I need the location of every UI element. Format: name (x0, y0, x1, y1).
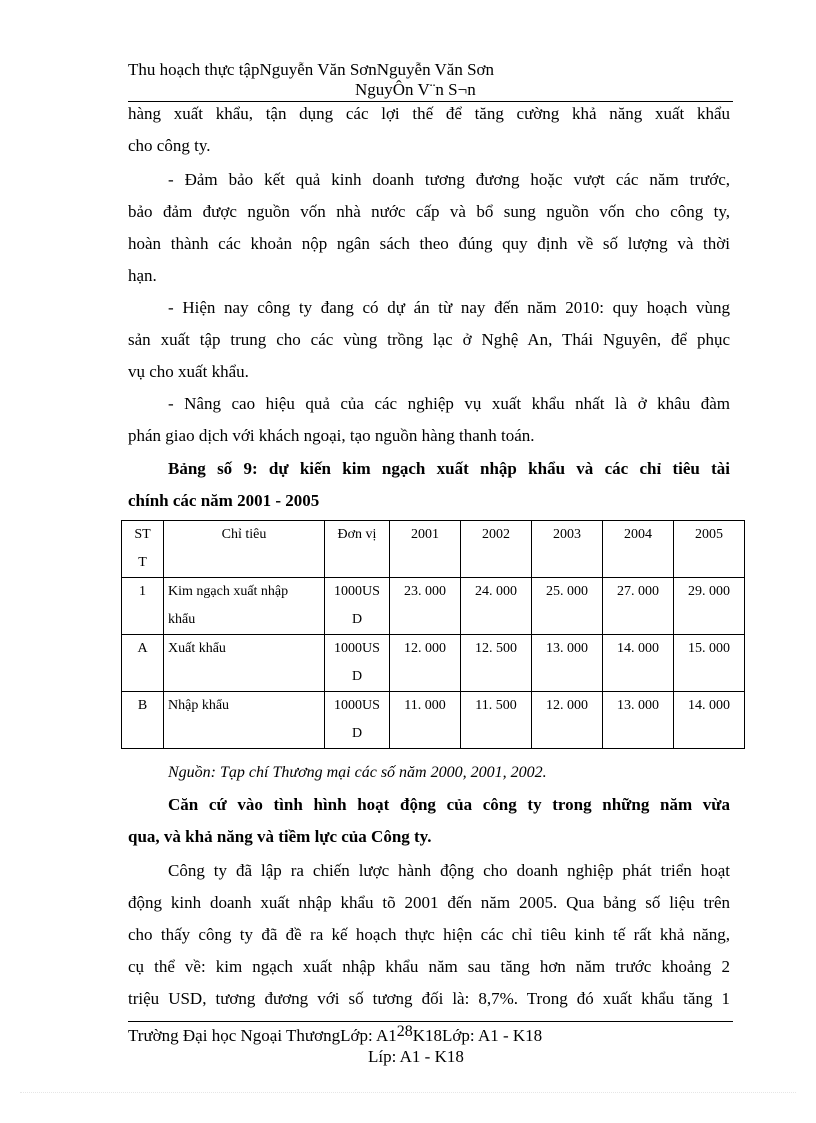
text-line: - Nâng cao hiệu quả của các nghiệp vụ xuất khẩu nhất là ở khâu đàm (168, 394, 730, 413)
table-cell: B (122, 692, 164, 749)
table-cell: 24. 000 (461, 578, 532, 635)
header-cell (461, 521, 532, 578)
text-line: động kinh doanh xuất nhập khẩu tõ 2001 đến năm 2005. Qua bảng số liệu trên (128, 893, 730, 912)
table-cell: A (122, 635, 164, 692)
paragraph-6 (128, 855, 730, 1015)
table-row (122, 692, 745, 749)
header-text: 2002 (482, 527, 510, 542)
table-cell: 15. 000 (674, 635, 745, 692)
header-text: 2005 (695, 527, 723, 542)
header-text: 2003 (553, 527, 581, 542)
header-line-1: Thu hoạch thực tậpNguyễn Văn SơnNguyễn Văn Sơn (128, 60, 495, 79)
header-text: 2004 (624, 527, 652, 542)
header-cell (674, 521, 745, 578)
paragraph-4 (128, 388, 730, 452)
text-line: Công ty đã lập ra chiến lược hành động cho doanh nghiệp phát triển hoạt (168, 861, 730, 880)
table-cell: 12. 000 (390, 635, 461, 692)
table-title (128, 453, 730, 517)
text-line: hàng xuất khẩu, tận dụng các lợi thế để tăng cường khả năng xuất khẩu (128, 104, 730, 123)
table-cell: 12. 000 (532, 692, 603, 749)
header-text: Chỉ tiêu (221, 527, 267, 542)
text-line: - Đảm bảo kết quả kinh doanh tương đương hoặc vượt các năm trước, (168, 170, 730, 189)
header-cell (603, 521, 674, 578)
text-line: sản xuất tập trung cho các vùng trồng lạc ở Nghệ An, Thái Nguyên, để phục (128, 330, 730, 349)
table-cell (325, 578, 390, 635)
table-cell: 12. 500 (461, 635, 532, 692)
text-line: phán giao dịch với khách ngoại, tạo nguồn hàng thanh toán. (128, 426, 535, 445)
table-cell (325, 635, 390, 692)
footer-line-1 (128, 1023, 543, 1047)
text-line: cụ thể về: kim ngạch xuất nhập khẩu năm sau tăng hơn năm trước khoảng 2 (128, 957, 730, 976)
table-cell: 13. 000 (603, 692, 674, 749)
paragraph-2 (128, 164, 730, 292)
text-line: Căn cứ vào tình hình hoạt động của công ty trong những năm vừa (168, 795, 730, 814)
header-cell (164, 521, 325, 578)
table-cell: Nhập khẩu (164, 692, 325, 749)
header-cell (122, 521, 164, 578)
text-line: hạn. (128, 266, 157, 285)
cell-text: 1000US D (334, 641, 380, 684)
data-table (121, 520, 745, 749)
table-cell: 23. 000 (390, 578, 461, 635)
paragraph-1 (128, 98, 730, 162)
text-line: hoàn thành các khoản nộp ngân sách theo đúng quy định về số lượng và thời (128, 234, 730, 253)
table-cell: 11. 000 (390, 692, 461, 749)
page-number: 28 (396, 1023, 413, 1040)
table-cell: 27. 000 (603, 578, 674, 635)
text-line: vụ cho xuất khẩu. (128, 362, 249, 381)
table-cell: 25. 000 (532, 578, 603, 635)
header-line-2: NguyÔn V¨n S¬n (355, 80, 476, 99)
header-text: 2001 (411, 527, 439, 542)
text-line: qua, và khả năng và tiềm lực của Công ty. (128, 827, 432, 846)
table-header-row (122, 521, 745, 578)
table-cell (164, 578, 325, 635)
table-cell: 13. 000 (532, 635, 603, 692)
header-cell (532, 521, 603, 578)
footer-right: K18Lớp: A1 - K18 (412, 1026, 543, 1045)
text-line: bảo đảm được nguồn vốn nhà nước cấp và bổ sung nguồn vốn cho công ty, (128, 202, 730, 221)
table-cell: 14. 000 (603, 635, 674, 692)
table-cell: 11. 500 (461, 692, 532, 749)
text-line: cho công ty. (128, 136, 211, 155)
table-cell: 14. 000 (674, 692, 745, 749)
footer-left: Trường Đại học Ngoại ThươngLớp: A1 (128, 1026, 397, 1045)
text-line: triệu USD, tương đương với số tương đối là: 8,7%. Trong đó xuất khẩu tăng 1 (128, 989, 730, 1008)
header-text: Đơn vị (337, 527, 377, 542)
text-line: cho thấy công ty đã đề ra kế hoạch thực hiện các chỉ tiêu kinh tế rất khả năng, (128, 925, 730, 944)
table-cell (325, 692, 390, 749)
cell-text: Kim ngạch xuất nhập khẩu (168, 584, 289, 627)
cell-text: 1000US D (334, 698, 380, 741)
cell-text: 1000US D (334, 584, 380, 627)
table-row (122, 635, 745, 692)
table-row (122, 578, 745, 635)
paragraph-3 (128, 292, 730, 388)
header-cell (325, 521, 390, 578)
page-edge-divider (20, 1092, 796, 1093)
source-note: Nguồn: Tạp chí Thương mại các số năm 2000, 2001, 2002. (168, 764, 547, 781)
text-line: - Hiện nay công ty đang có dự án từ nay đến năm 2010: quy hoạch vùng (168, 298, 730, 317)
header-text: ST T (134, 527, 151, 570)
footer-line-2: Líp: A1 - K18 (368, 1047, 464, 1066)
text-line: chính các năm 2001 - 2005 (128, 491, 320, 510)
table-cell: Xuất khẩu (164, 635, 325, 692)
table-cell: 1 (122, 578, 164, 635)
footer-rule (128, 1021, 733, 1022)
paragraph-5 (128, 789, 730, 853)
table-cell: 29. 000 (674, 578, 745, 635)
text-line: Bảng số 9: dự kiến kim ngạch xuất nhập khẩu và các chỉ tiêu tài (168, 459, 730, 478)
header-cell (390, 521, 461, 578)
